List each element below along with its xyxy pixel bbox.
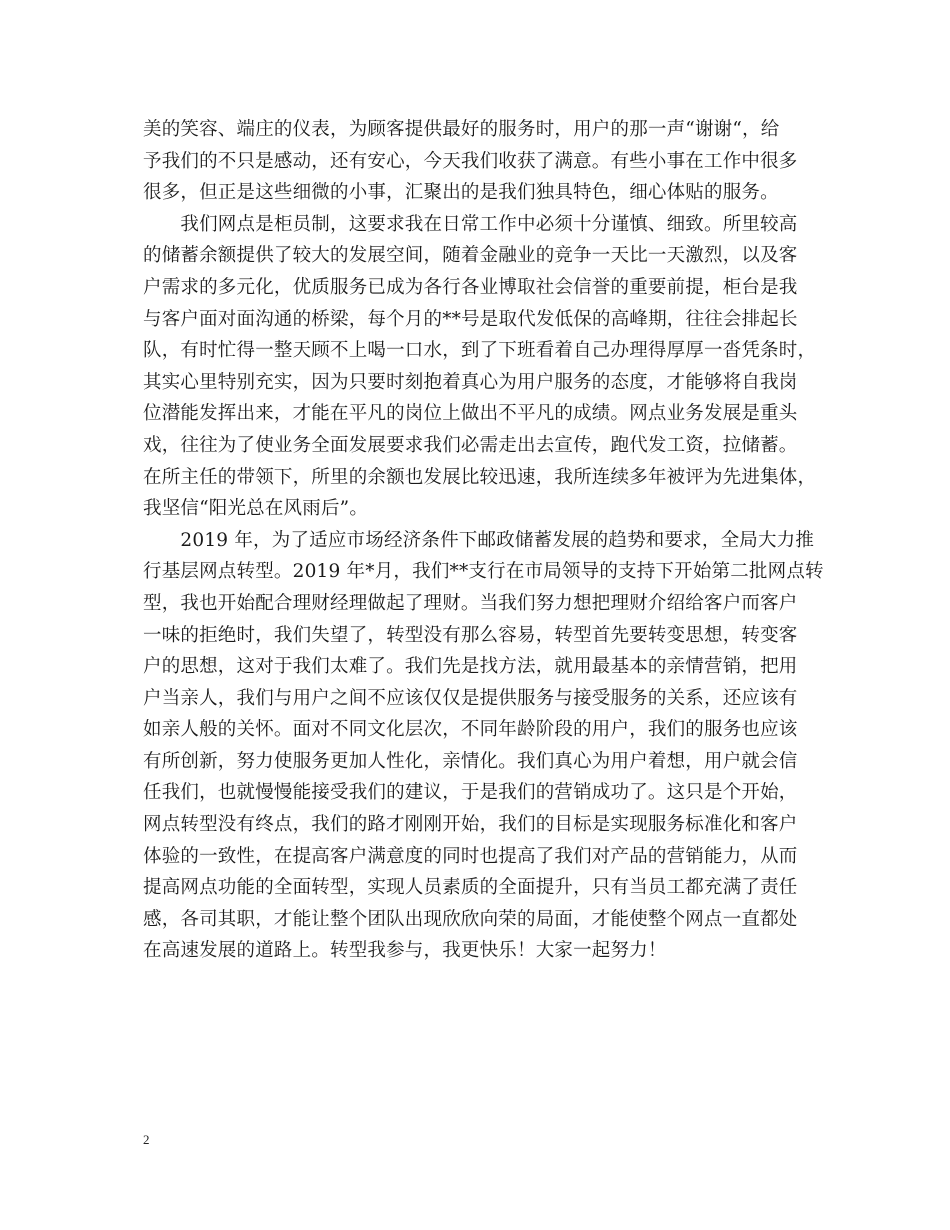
text-line: 在所主任的带领下，所里的余额也发展比较迅速，我所连续多年被评为先进集体，	[143, 466, 817, 488]
text-line: 任我们，也就慢慢能接受我们的建议，于是我们的营销成功了。这只是个开始，	[143, 782, 798, 804]
text-line: 一味的拒绝时，我们失望了，转型没有那么容易，转型首先要转变思想，转变客	[143, 624, 798, 646]
text-line: 2019 年，为了适应市场经济条件下邮政储蓄发展的趋势和要求，全局大力推	[143, 529, 815, 551]
text-line: 型，我也开始配合理财经理做起了理财。当我们努力想把理财介绍给客户而客户	[143, 592, 798, 614]
text-line: 位潜能发挥出来，才能在平凡的岗位上做出不平凡的成绩。网点业务发展是重头	[143, 403, 798, 425]
text-line: 与客户面对面沟通的桥梁，每个月的**号是取代发低保的高峰期，往往会排起长	[143, 308, 798, 330]
text-line: 予我们的不只是感动，还有安心，今天我们收获了满意。有些小事在工作中很多	[143, 150, 798, 172]
text-line: 我坚信“阳光总在风雨后”。	[143, 498, 369, 520]
text-line: 其实心里特别充实，因为只要时刻抱着真心为用户服务的态度，才能够将自我岗	[143, 371, 798, 393]
body-text	[143, 114, 823, 967]
text-line: 如亲人般的关怀。面对不同文化层次，不同年龄阶段的用户，我们的服务也应该	[143, 719, 798, 741]
page-number: 2	[143, 1132, 150, 1147]
text-line: 很多，但正是这些细微的小事，汇聚出的是我们独具特色，细心体贴的服务。	[143, 182, 779, 204]
text-line: 戏，往往为了使业务全面发展要求我们必需走出去宣传，跑代发工资，拉储蓄。	[143, 434, 798, 456]
text-line: 在高速发展的道路上。转型我参与，我更快乐！大家一起努力！	[143, 940, 667, 962]
text-line: 的储蓄余额提供了较大的发展空间，随着金融业的竞争一天比一天激烈，以及客	[143, 245, 798, 267]
text-line: 体验的一致性，在提高客户满意度的同时也提高了我们对产品的营销能力，从而	[143, 845, 798, 867]
text-line: 提高网点功能的全面转型，实现人员素质的全面提升，只有当员工都充满了责任	[143, 877, 798, 899]
text-line: 户需求的多元化，优质服务已成为各行各业博取社会信誉的重要前提，柜台是我	[143, 276, 798, 298]
text-line: 户的思想，这对于我们太难了。我们先是找方法，就用最基本的亲情营销，把用	[143, 656, 798, 678]
text-line: 队，有时忙得一整天顾不上喝一口水，到了下班看着自己办理得厚厚一沓凭条时，	[143, 340, 817, 362]
text-line: 户当亲人，我们与用户之间不应该仅仅是提供服务与接受服务的关系，还应该有	[143, 687, 798, 709]
text-line: 美的笑容、端庄的仪表，为顾客提供最好的服务时，用户的那一声“谢谢“，给	[143, 119, 780, 140]
text-line: 感，各司其职，才能让整个团队出现欣欣向荣的局面，才能使整个网点一直都处	[143, 908, 798, 930]
text-line: 有所创新，努力使服务更加人性化，亲情化。我们真心为用户着想，用户就会信	[143, 750, 798, 772]
text-line: 我们网点是柜员制，这要求我在日常工作中必须十分谨慎、细致。所里较高	[143, 213, 798, 235]
text-line: 网点转型没有终点，我们的路才刚刚开始，我们的目标是实现服务标准化和客户	[143, 814, 798, 836]
text-line: 行基层网点转型。2019 年*月，我们**支行在市局领导的支持下开始第二批网点转	[143, 561, 824, 583]
